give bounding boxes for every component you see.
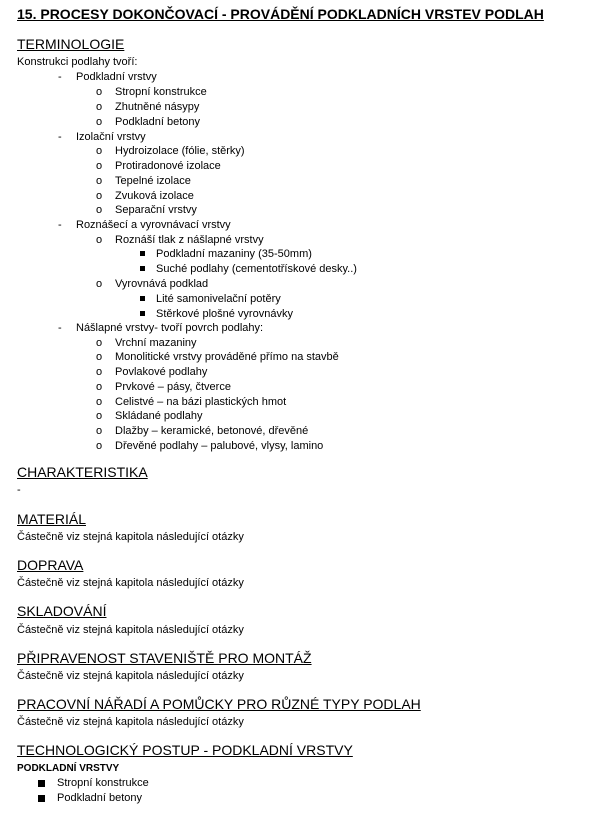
list-item: Separační vrstvy	[115, 204, 197, 216]
dash-bullet: -	[58, 322, 62, 334]
list-item: Roznáší tlak z nášlapné vrstvy	[115, 234, 264, 246]
circle-bullet: o	[96, 101, 103, 113]
group-label: Podkladní vrstvy	[76, 71, 157, 83]
section-text: Částečně viz stejná kapitola následující otázky	[17, 716, 244, 728]
circle-bullet: o	[96, 160, 103, 172]
circle-bullet: o	[96, 351, 103, 363]
list-item: Stropní konstrukce	[57, 777, 149, 789]
circle-bullet: o	[96, 204, 103, 216]
heading-terminologie: TERMINOLOGIE	[17, 36, 125, 52]
circle-bullet: o	[96, 278, 103, 290]
group-label: Roznášecí a vyrovnávací vrstvy	[76, 219, 231, 231]
square-bullet	[38, 795, 45, 802]
list-item: Celistvé – na bázi plastických hmot	[115, 396, 287, 408]
group-label: Izolační vrstvy	[76, 131, 146, 143]
square-bullet	[140, 311, 145, 316]
list-item: Zvuková izolace	[115, 190, 194, 202]
list-item: Stropní konstrukce	[115, 86, 207, 98]
page-title: 15. PROCESY DOKONČOVACÍ - PROVÁDĚNÍ PODKLADNÍCH VRSTEV PODLAH	[17, 6, 544, 22]
heading-pripravenost: PŘIPRAVENOST STAVENIŠTĚ PRO MONTÁŽ	[17, 650, 312, 666]
square-bullet	[140, 251, 145, 256]
circle-bullet: o	[96, 396, 103, 408]
heading-doprava: DOPRAVA	[17, 557, 84, 573]
circle-bullet: o	[96, 425, 103, 437]
section-text: Částečně viz stejná kapitola následující otázky	[17, 531, 244, 543]
dash-bullet: -	[58, 131, 62, 143]
list-item: Tepelné izolace	[115, 175, 191, 187]
circle-bullet: o	[96, 410, 103, 422]
circle-bullet: o	[96, 145, 103, 157]
heading-charakteristika: CHARAKTERISTIKA	[17, 464, 148, 480]
circle-bullet: o	[96, 175, 103, 187]
circle-bullet: o	[96, 86, 103, 98]
circle-bullet: o	[96, 234, 103, 246]
subheading-podkladni: PODKLADNÍ VRSTVY	[17, 763, 120, 774]
circle-bullet: o	[96, 190, 103, 202]
circle-bullet: o	[96, 116, 103, 128]
section-text: Částečně viz stejná kapitola následující otázky	[17, 670, 244, 682]
square-bullet	[140, 296, 145, 301]
list-item: Protiradonové izolace	[115, 160, 221, 172]
list-item: Vyrovnává podklad	[115, 278, 209, 290]
list-item: Prvkové – pásy, čtverce	[115, 381, 231, 393]
dash-bullet: -	[58, 219, 62, 231]
circle-bullet: o	[96, 366, 103, 378]
list-item: Skládané podlahy	[115, 410, 203, 422]
heading-postup: TECHNOLOGICKÝ POSTUP - PODKLADNÍ VRSTVY	[17, 742, 353, 758]
circle-bullet: o	[96, 337, 103, 349]
section-text: Částečně viz stejná kapitola následující otázky	[17, 624, 244, 636]
list-item: Vrchní mazaniny	[115, 337, 197, 349]
heading-material: MATERIÁL	[17, 511, 86, 527]
list-item: Dřevěné podlahy – palubové, vlysy, lamino	[115, 440, 324, 452]
sub-list-item: Suché podlahy (cementotřískové desky..)	[156, 263, 357, 275]
sub-list-item: Lité samonivelační potěry	[156, 293, 281, 305]
square-bullet	[140, 266, 145, 271]
list-item: Podkladní betony	[115, 116, 201, 128]
list-item: Podkladní betony	[57, 792, 143, 804]
list-item: Dlažby – keramické, betonové, dřevěné	[115, 425, 309, 437]
sub-list-item: Stěrkové plošné vyrovnávky	[156, 308, 293, 320]
list-item: Zhutněné násypy	[115, 101, 200, 113]
list-item: Hydroizolace (fólie, stěrky)	[115, 145, 245, 157]
intro-text: Konstrukci podlahy tvoří:	[17, 56, 138, 68]
list-item: Povlakové podlahy	[115, 366, 208, 378]
square-bullet	[38, 780, 45, 787]
list-item: Monolitické vrstvy prováděné přímo na stavbě	[115, 351, 339, 363]
circle-bullet: o	[96, 381, 103, 393]
circle-bullet: o	[96, 440, 103, 452]
section-text: -	[17, 484, 21, 496]
heading-skladovani: SKLADOVÁNÍ	[17, 603, 107, 619]
sub-list-item: Podkladní mazaniny (35-50mm)	[156, 248, 312, 260]
heading-naradi: PRACOVNÍ NÁŘADÍ A POMŮCKY PRO RŮZNÉ TYPY PODLAH	[17, 696, 421, 712]
group-label: Nášlapné vrstvy- tvoří povrch podlahy:	[76, 322, 264, 334]
section-text: Částečně viz stejná kapitola následující otázky	[17, 577, 244, 589]
dash-bullet: -	[58, 71, 62, 83]
